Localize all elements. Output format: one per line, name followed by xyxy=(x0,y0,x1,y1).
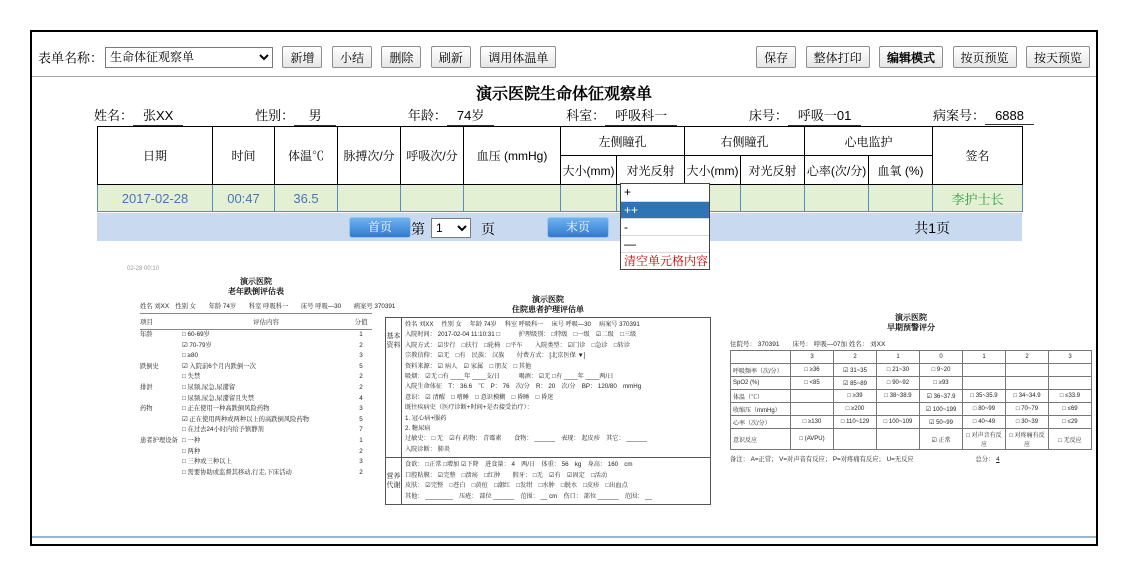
fall-row: 药物 □ 正在使用一种高跌倒风险药物 3 xyxy=(140,405,363,413)
fall-row: 排泄 □ 尿频,尿急,尿潴留 2 xyxy=(140,383,363,391)
toolbar-button[interactable]: 刷新 xyxy=(431,46,471,68)
dropdown-option[interactable]: 清空单元格内容 xyxy=(621,252,709,269)
patient-info-row xyxy=(94,105,1034,126)
col-header-spo2: 血氧 (%) xyxy=(869,156,933,185)
dropdown-option[interactable]: ++ xyxy=(621,201,709,218)
form-name-label: 表单名称： xyxy=(38,50,104,66)
cell-time[interactable]: 00:47 xyxy=(213,185,275,212)
fall-row: ☑ 70-79岁 2 xyxy=(182,341,363,349)
patient-field: 年龄： 74岁 xyxy=(408,105,494,126)
ews-total-value: 4 xyxy=(996,456,1000,463)
col-header-pulse: 脉搏次/分 xyxy=(338,127,401,185)
toolbar xyxy=(32,46,1096,76)
total-pages-label: 共1页 xyxy=(914,220,950,236)
ews-row: 体温（℃） □ ≥39 □ 38~38.9 ☑ 36~37.9 □ 35~35.9 □ 34~34.9 □ ≤33.9 xyxy=(731,390,1092,403)
nursing-line: 食欲： □正常 □增加 ☑下降 进食量： 4 两/日 体重： 56 kg 身高： 160 cm xyxy=(405,461,633,469)
app-frame xyxy=(30,30,1098,546)
bottom-divider xyxy=(32,536,1096,538)
nursing-line: 入院方式： ☑步行 □扶行 □轮椅 □平车 入院类型： ☑门诊 □急诊 □转诊 xyxy=(405,341,631,349)
fall-row: □ 失禁 2 xyxy=(182,373,363,381)
patient-field: 病案号： 6888 xyxy=(933,105,1034,126)
col-header-bp: 血压 (mmHg) xyxy=(464,127,561,185)
nursing-line: 姓名 刘XX 性别 女 年龄 74岁 科室 呼吸科一 床号 呼吸—30 病案号 370391 xyxy=(405,321,640,328)
fall-row: □ 需要协助或监督其移动,行走,下床活动 2 xyxy=(182,468,363,476)
fall-row: □ 在过去24小时内给予镇静剂 7 xyxy=(182,426,363,434)
patient-field: 姓名： 张XX xyxy=(94,105,183,126)
page-suffix-label: 页 xyxy=(481,221,495,237)
toolbar-button[interactable]: 小结 xyxy=(332,46,372,68)
dropdown-option[interactable]: + xyxy=(624,185,632,199)
ews-hospital: 演示医院 xyxy=(895,313,927,322)
nursing-section-basic-label: 基本资料 xyxy=(386,318,402,457)
nursing-line: 口腔粘膜： ☑完整 □溃疡 □红肿 假牙： □无 ☑有 ☑固定 □活动 xyxy=(405,471,608,479)
dropdown-option[interactable]: - xyxy=(621,218,709,235)
cell-right-reflex[interactable] xyxy=(741,185,805,212)
toolbar-button[interactable]: 删除 xyxy=(381,46,421,68)
cell-left-size[interactable] xyxy=(561,185,617,212)
fall-row: 跌倒史 ☑ 入院前6个月内跌倒一次 5 xyxy=(140,362,363,370)
patient-field: 科室： 呼吸科一 xyxy=(566,105,677,126)
nursing-title: 住院患者护理评估单 xyxy=(512,305,584,314)
preview-timestamp: 02-28 00:10 xyxy=(127,266,160,272)
vitals-row xyxy=(98,185,1023,212)
col-header-date: 日期 xyxy=(98,127,213,185)
col-header-right-size: 大小(mm) xyxy=(685,156,741,185)
fall-row: ☑ 正在使用两种或两种以上的高跌倒风险药物 5 xyxy=(182,415,363,423)
fall-row: 患者护理设备 □ 一种 1 xyxy=(140,436,363,444)
patient-field: 床号： 呼吸一01 xyxy=(749,105,861,126)
toolbar-button[interactable]: 整体打印 xyxy=(806,46,870,68)
col-header-time: 时间 xyxy=(213,127,275,185)
fall-hospital: 演示医院 xyxy=(240,277,272,286)
ews-patient-info: 住院号： 370391 床号： 呼吸—07加 姓名： 刘XX xyxy=(730,341,886,348)
nursing-line: 既往疾病史（医疗诊断+时间+是否接受治疗）： xyxy=(405,404,533,412)
toolbar-button[interactable]: 按页预览 xyxy=(953,46,1017,68)
col-header-temp: 体温℃ xyxy=(275,127,338,185)
nursing-section-nutrition xyxy=(386,457,710,504)
toolbar-button[interactable]: 新增 xyxy=(282,46,322,68)
fall-row: □ 两种 2 xyxy=(182,447,363,455)
nursing-line: 吸烟： ☑无 □有 ____年 ____支/日 喝酒： ☑无 □有 ____年 ____两/日 xyxy=(405,373,614,381)
cell-heart-rate[interactable] xyxy=(805,185,869,212)
fall-title: 老年跌倒评估表 xyxy=(228,287,284,296)
toolbar-button[interactable]: 按天预览 xyxy=(1026,46,1090,68)
ews-row: SpO2 (%) □ <85 ☑ 85~89 □ 90~92 □ ≥93 xyxy=(731,377,1092,390)
cell-pulse[interactable] xyxy=(338,185,401,212)
page-number-select[interactable] xyxy=(431,218,471,238)
cell-date[interactable]: 2017-02-28 xyxy=(98,185,213,212)
col-group-ecg-monitor: 心电监护 xyxy=(805,127,933,156)
toolbar-right xyxy=(751,46,1090,68)
ews-row: 意识反应 □ (AVPU) ☑ 正常 □ 对声音有反应 □ 对疼痛有反应 □ 无反应 xyxy=(731,429,1092,450)
cell-signature[interactable]: 李护士长 xyxy=(933,185,1023,212)
ews-note: 备注： A=正常； V=对声音有反应； P=对疼痛有反应； U=无反应 总分： 4 xyxy=(730,456,1000,463)
page-title: 演示医院生命体征观察单 xyxy=(475,86,652,103)
toolbar-button[interactable]: 编辑模式 xyxy=(879,46,943,68)
nursing-line: 入院诊断： 肺炎 xyxy=(405,445,451,453)
fall-row: □ 三种或三种以上 3 xyxy=(182,458,363,466)
nursing-line: 意识： ☑ 清醒 □ 嗜睡 □ 意识模糊 □ 昏睡 □ 昏迷 xyxy=(405,393,554,401)
nursing-section-nutrition-label: 营养代谢 xyxy=(386,458,402,504)
toolbar-divider xyxy=(32,76,1096,77)
cell-bp[interactable] xyxy=(464,185,561,212)
ews-header-row: 3 2 1 0 1 2 3 xyxy=(731,351,1092,364)
col-header-heart-rate: 心率(次/分) xyxy=(805,156,869,185)
col-header-left-reflex: 对光反射 xyxy=(617,156,685,185)
toolbar-button[interactable]: 调用体温单 xyxy=(480,46,556,68)
col-header-resp: 呼吸次/分 xyxy=(401,127,464,185)
dropdown-option[interactable]: — xyxy=(621,235,709,252)
cell-spo2[interactable] xyxy=(869,185,933,212)
first-page-button[interactable]: 首页 xyxy=(349,217,411,238)
nursing-line: 2. 糖尿病 xyxy=(405,425,431,433)
nursing-line: 其他： ________ 压疮： 部位 ______ 范围： __ cm 伤口： 部位 ______ 范围： __ xyxy=(405,492,652,500)
patient-field: 性别： 男 xyxy=(255,105,336,126)
ews-row: 收缩压（mmHg） □ ≥200 ☑ 100~199 □ 80~99 □ 70~79 □ ≤69 xyxy=(731,403,1092,416)
pagination-bar xyxy=(97,213,1022,241)
col-header-signature: 签名 xyxy=(933,127,1023,185)
ews-table xyxy=(730,350,1092,450)
nursing-line: 资料来源： ☑ 病人 ☑ 家属 □ 朋友 □ 其他 xyxy=(405,362,532,370)
cell-temp[interactable]: 36.5 xyxy=(275,185,338,212)
nursing-line: 1. 冠心病+服药 xyxy=(405,414,447,422)
page-prefix-label: 第 xyxy=(411,221,425,237)
nursing-line: 皮肤： ☑完整 □苍白 □黄疸 □潮红 □发绀 □水肿 □脱水 □皮疹 □出血点 xyxy=(405,482,628,490)
cell-resp[interactable] xyxy=(401,185,464,212)
last-page-button[interactable]: 末页 xyxy=(547,217,609,238)
col-group-left-pupil: 左侧瞳孔 xyxy=(561,127,685,156)
ews-title: 早期预警评分 xyxy=(887,323,935,332)
early-warning-score-preview[interactable] xyxy=(730,313,1092,463)
ews-row: 呼吸频率（次/分） □ ≥36 ☑ 31~35 □ 21~30 □ 9~20 xyxy=(731,364,1092,377)
cell-value-dropdown xyxy=(620,183,710,270)
nursing-hospital: 演示医院 xyxy=(532,295,564,304)
vitals-table xyxy=(97,126,1023,212)
nursing-assessment-preview[interactable] xyxy=(385,295,711,505)
nursing-section-basic xyxy=(386,318,710,457)
ews-row: 心率（次/分） □ ≥130 □ 110~129 □ 100~109 ☑ 50~99 □ 40~49 □ 30~39 □ ≤29 xyxy=(731,416,1092,429)
fall-table-header: 项目 评估内容 分值 xyxy=(140,314,372,330)
form-name-select[interactable] xyxy=(105,47,273,68)
fall-patient-info: 姓名 刘XX 性别 女 年龄 74岁 科室 呼吸科一 床号 呼吸—30 病案号 370391 xyxy=(140,299,372,314)
col-header-right-reflex: 对光反射 xyxy=(741,156,805,185)
col-group-right-pupil: 右侧瞳孔 xyxy=(685,127,805,156)
fall-row: 年龄 □ 60-69岁 1 xyxy=(140,331,363,338)
col-header-left-size: 大小(mm) xyxy=(561,156,617,185)
fall-row: □ 尿频,尿急,尿潴留且失禁 4 xyxy=(182,394,363,402)
fall-row: □ ≥80 3 xyxy=(182,352,363,360)
nursing-line: 入院生命体征 T： 36.6 ℃ P： 76 次/分 R： 20 次/分 BP： 120/80 mmHg xyxy=(405,383,642,391)
toolbar-button[interactable]: 保存 xyxy=(756,46,796,68)
nursing-form-body xyxy=(385,317,711,505)
nursing-line: 宗教信仰： ☑无 □有 民族： 汉族 付费方式： [北京医保 ▼] xyxy=(405,352,586,360)
nursing-line: 入院时间： 2017-02-04 11:10:31 □ 护理级别： □特级 □一级 ☑二级 □三级 xyxy=(405,331,637,339)
nursing-line: 过敏史： □ 无 ☑有 药物： 青霉素 食物： ______ 表现： 起皮疹 其它： ______ xyxy=(405,435,648,443)
